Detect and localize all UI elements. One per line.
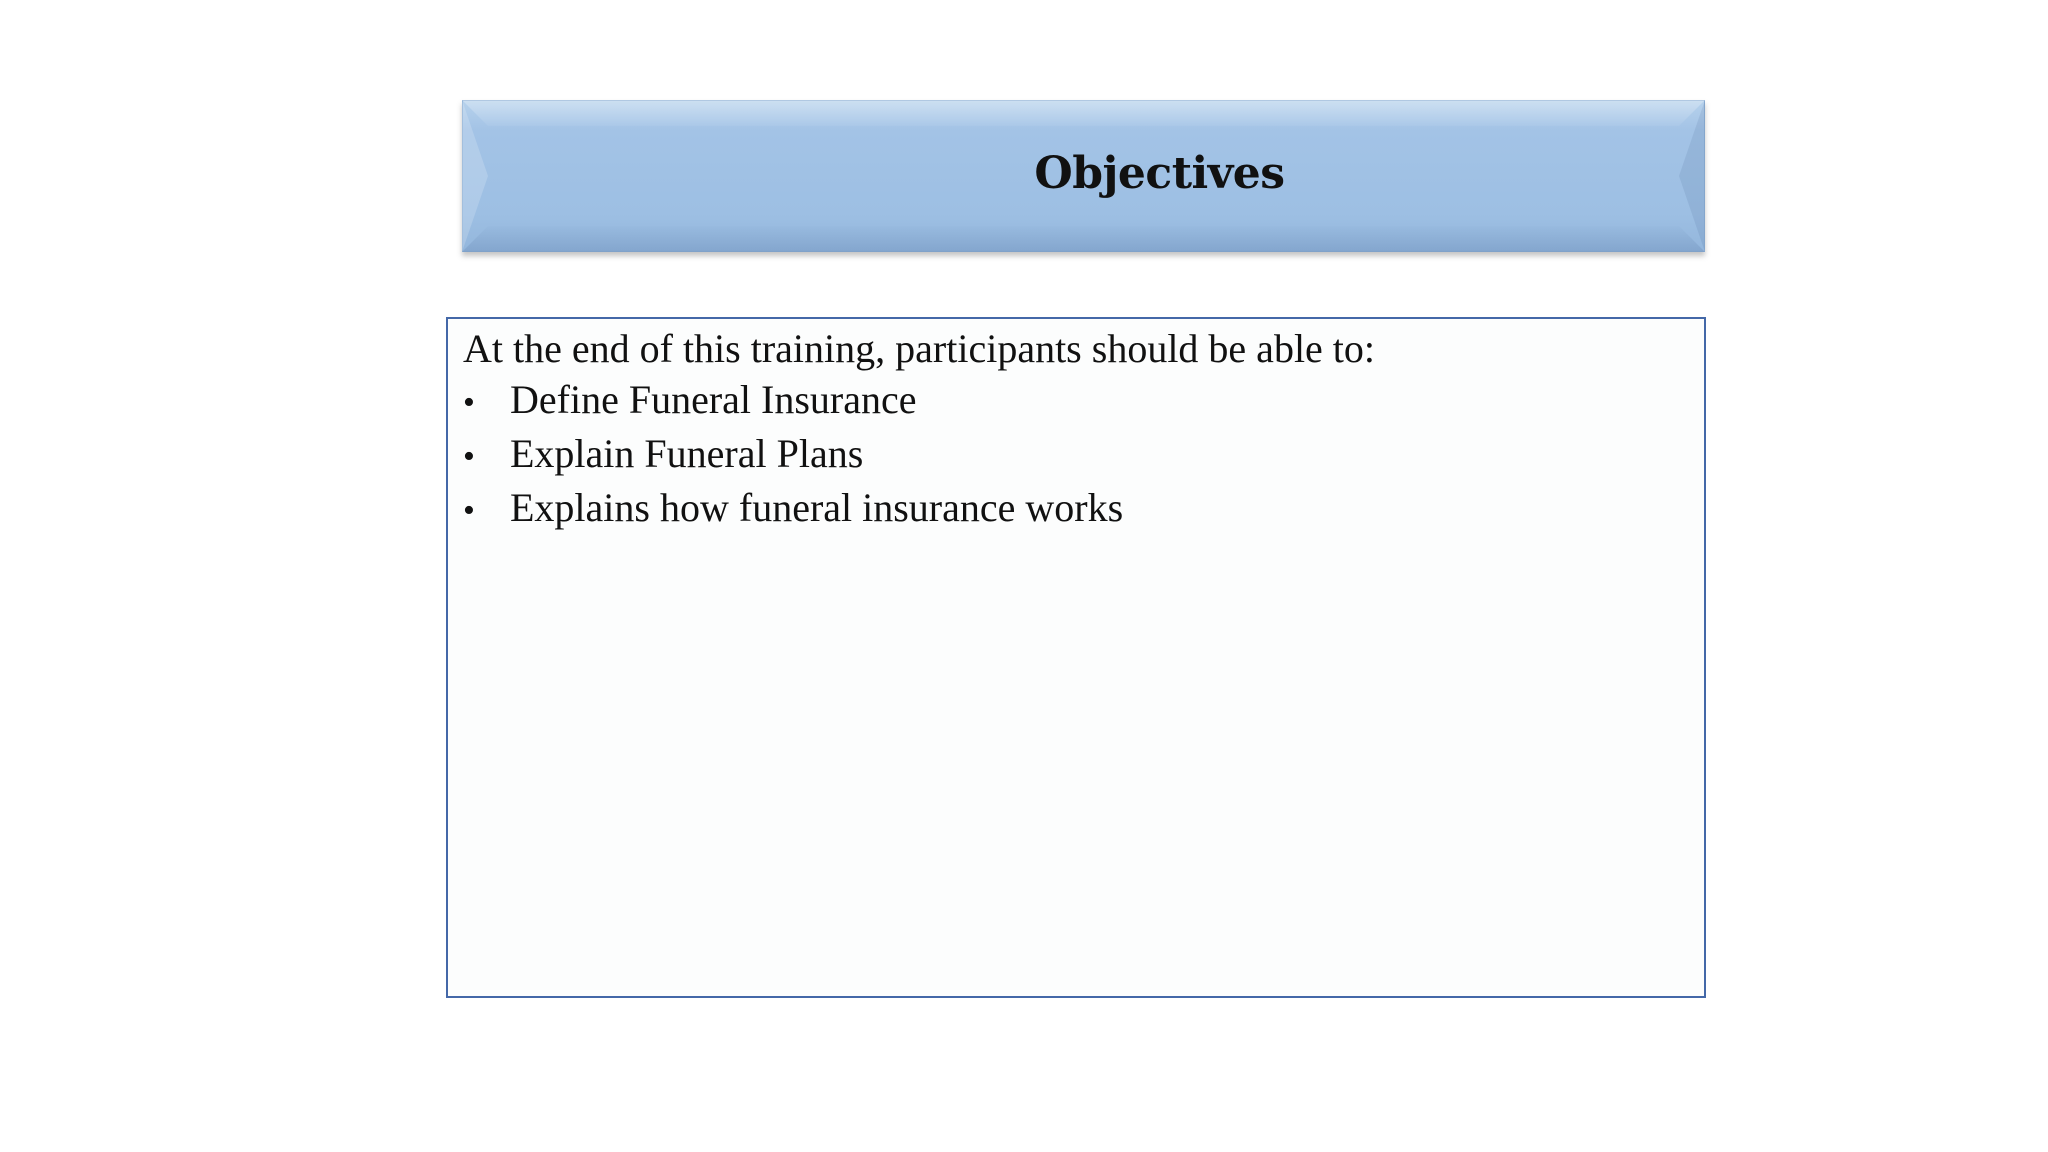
banner-bevel-bottom [462, 226, 1705, 252]
intro-text: At the end of this training, participants should be able to: [463, 326, 1376, 371]
banner-bevel-right [1679, 100, 1705, 252]
bullet-icon: • [463, 438, 475, 475]
list-item-text: Define Funeral Insurance [510, 377, 917, 422]
list-item-text: Explains how funeral insurance works [510, 485, 1124, 530]
banner-bevel-top [462, 100, 1705, 126]
slide-title: Objectives [1034, 147, 1285, 199]
banner-bevel-left [462, 100, 488, 252]
list-item [463, 482, 1690, 536]
list-item [463, 428, 1690, 482]
title-banner [462, 100, 1705, 252]
bullet-icon: • [463, 384, 475, 421]
objectives-list [463, 374, 1690, 536]
objectives-text-box [446, 317, 1706, 998]
list-item-text: Explain Funeral Plans [510, 431, 864, 476]
bullet-icon: • [463, 492, 475, 529]
list-item [463, 374, 1690, 428]
